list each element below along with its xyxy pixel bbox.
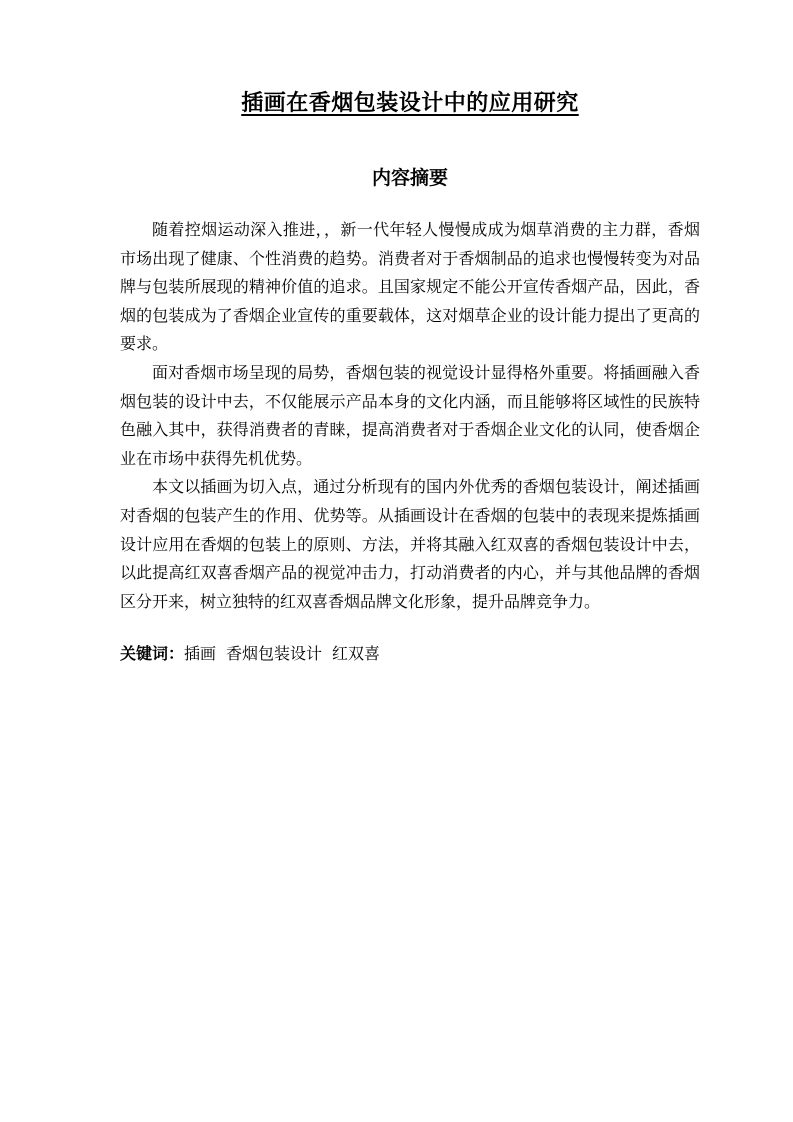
keyword-item: 香烟包装设计 [226,644,323,663]
abstract-body [120,216,700,616]
keyword-item: 插画 [184,644,217,663]
keywords-line [120,640,700,668]
keywords-label: 关键词： [120,644,185,663]
keyword-item: 红双喜 [332,644,381,663]
abstract-paragraph: 面对香烟市场呈现的局势，香烟包装的视觉设计显得格外重要。将插画融入香烟包装的设计中去，不仅能展示产品本身的文化内涵，而且能够将区域性的民族特色融入其中，获得消费者的青睐，提高消费者对于香烟企业文化的认同，使香烟企业在市场中获得先机优势。 [120,362,700,468]
abstract-heading: 内容摘要 [371,167,448,189]
abstract-paragraph: 本文以插画为切入点，通过分析现有的国内外优秀的香烟包装设计，阐述插画对香烟的包装产生的作用、优势等。从插画设计在香烟的包装中的表现来提炼插画设计应用在香烟的包装上的原则、方法，并将其融入红双喜的香烟包装设计中去，以此提高红双喜香烟产品的视觉冲击力，打动消费者的内心，并与其他品牌的香烟区分开来，树立独特的红双喜香烟品牌文化形象，提升品牌竞争力。 [120,477,700,611]
abstract-paragraph: 随着控烟运动深入推进，，新一代年轻人慢慢成成为烟草消费的主力群，香烟市场出现了健康、个性消费的趋势。消费者对于香烟制品的追求也慢慢转变为对品牌与包装所展现的精神价值的追求。且国家规定不能公开宣传香烟产品，因此，香烟的包装成为了香烟企业宣传的重要载体，这对烟草企业的设计能力提出了更高的要求。 [120,220,700,354]
document-title: 插画在香烟包装设计中的应用研究 [241,91,579,116]
